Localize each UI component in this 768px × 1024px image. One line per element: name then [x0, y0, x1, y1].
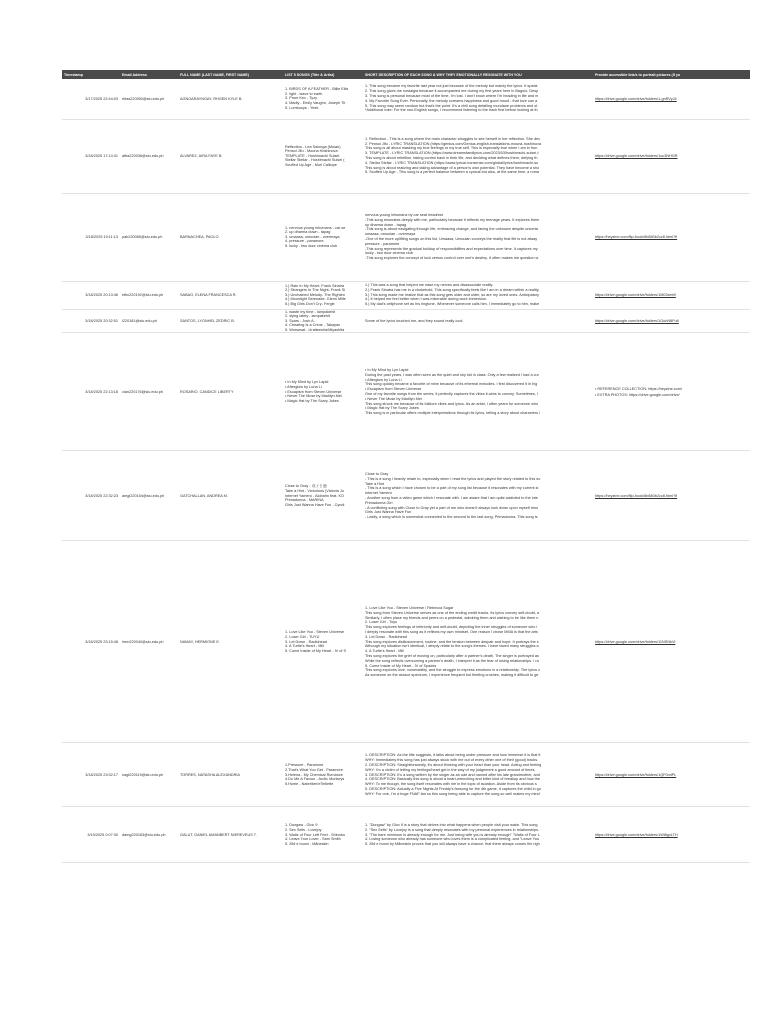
cell-email: afba220036@slu.edu.ph [120, 119, 178, 193]
cell-description [363, 451, 593, 541]
header-fullname: FULL NAME (LAST NAME, FIRST NAME) [178, 70, 283, 79]
cell-email: amgi220154@slu.edu.ph [120, 451, 178, 541]
cell-link [593, 119, 750, 193]
cell-description [363, 333, 593, 451]
cell-link [593, 309, 750, 333]
table-row [62, 119, 750, 193]
song-line: 1.) Rain In My Heart- Frank Sinatra [285, 283, 345, 288]
description-line: This song struck me because of its folklore vibes and lyrics. As an artist, I often yearn for someone who [365, 401, 539, 406]
cell-timestamp: 3/18/2025 23:52:17 [62, 743, 120, 807]
description-line: 3. Let Down - Radiohead [365, 634, 408, 639]
song-line: 1.Pressure - Paramore [285, 763, 324, 768]
song-line: Take a Hint - Victorious (Victoria Ju [285, 489, 344, 494]
description-line: 5. Zitti e buoni by Måneskin proves that you will always have a chance, that there always comes the righ [365, 842, 540, 847]
cell-email: l220181@slu.edu.ph [120, 309, 178, 333]
description-line: 5. This song may seem random but that's the point. It's a chill song detailing mundane problems and ot [365, 103, 538, 108]
song-line: • In My Mind by Lyn Lapid [285, 380, 329, 385]
cell-songs [283, 79, 363, 119]
description-line: 2. Pensoi Jifu - LYRIC TRANSLATION (https://genius.com/Genius-english-translations-mouna-hoshinova [365, 141, 541, 146]
description-line: 1. This song became my favorite last year not just because of the melody but mainly the lyrics. It speak [365, 84, 538, 89]
description-line: Some of the lyrics touched me, and they sound really cool. [365, 318, 464, 323]
cell-songs [283, 807, 363, 863]
cell-link [593, 193, 750, 281]
song-line: 5.Home - Nateriber/eTeillette [285, 781, 334, 786]
description-line: 1. Reflection - This is a song where the main character struggles to see herself in her reflection. She dec [365, 136, 541, 141]
song-line: Pensoi Jifu - Mouna Hoshinova [285, 149, 338, 154]
description-line: nervous young inhumans by car seat headrest [365, 213, 443, 218]
description-line: This song is all about masking my true feelings or my true self. This is especially true when I am in fron [365, 146, 538, 151]
portrait-link[interactable]: https://drive.google.com/drive/folders/1GuhN8Fu6 [595, 318, 679, 323]
cell-link [593, 541, 750, 743]
portrait-link[interactable]: https://drive.google.com/drive/folders/11NSNkVl [595, 639, 676, 644]
description-line: One of my favorite songs from the series, it perfectly captures the vibes it aims to convey. Sometimes, I [365, 391, 538, 396]
description-line: -This song is about navigating through life, embracing change, and facing the unknown despite uncerta [365, 227, 538, 232]
description-line: 1. DESCRIPTION: As the title suggests, it talks about being under pressure and how immense it is that it [365, 753, 541, 758]
cell-timestamp: 3/18/2025 19:11:13 [62, 193, 120, 281]
table-row [62, 541, 750, 743]
song-line: 5. Zitti e buoni - Måneskin [285, 841, 329, 846]
description-line: 3. TEMPLATE - LYRIC TRANSLATION (https://www.dreamsfandlyrics.com/2023/03/hoshimachi-suisei-t [365, 151, 539, 156]
song-line: 1. nervous young inhumans - car se [285, 225, 346, 230]
description-line: - Another song from a video game which I resonate with. I am aware that I am quite addicted to the inte [365, 495, 538, 500]
cell-songs [283, 193, 363, 281]
table-row [62, 79, 750, 119]
song-line: 1. Love Like You - Steven Universe [285, 630, 345, 635]
cell-songs [283, 743, 363, 807]
portrait-link[interactable]: https://drive.google.com/drive/folders/1Wi8gxLTH [595, 832, 678, 837]
description-line: Girls Just Wanna Have Fun [365, 510, 412, 515]
cell-fullname: NAMAY, HERMIONE E. [178, 541, 283, 743]
header-row [62, 70, 750, 79]
song-line: • Afterglow by Luna Li [285, 385, 322, 390]
header-timestamp: Timestamp [62, 70, 120, 79]
cell-timestamp: 3/17/2025 22:44:03 [62, 79, 120, 119]
cell-fullname: ROSARIO, CANDICE LIBERTY [178, 333, 283, 451]
table-row [62, 333, 750, 451]
description-line: 1. "Dungaw" by Gloc 9 is a story that delves into what happens when people visit your wake. This song [365, 822, 538, 827]
description-line: 2.) Frank Sinatra has me in a chokehold. This song specifically feels like I am in a dream within a reality, [365, 287, 540, 292]
description-line: • Never The Muse by Madilyn Mei [365, 396, 422, 401]
song-line: 4.) Moonlight Serenade- Glenn Mille [285, 297, 346, 302]
song-line: Stellar Stellar - Hoshimachi Suisei ( [285, 158, 345, 163]
description-line: 3. DESCRIPTION: It's a song written by the singer as an ode and named after his late grandmother, and [365, 772, 540, 777]
song-line: 3. Scars - Josh A. [285, 318, 315, 323]
header-songs: LIST 5 SONGS (Title & Artist) [283, 70, 363, 79]
song-line: 3.) Unchained Melody- The Righteo [285, 292, 345, 297]
description-line: 2. This song gives me nostalgia because it accompanied me during my first years here in Baguio. Desp [365, 89, 539, 94]
description-line: WHY: I'm a victim of letting my feelings/heart get in the way of my judgement a good amount of times, [365, 767, 536, 772]
description-line: -This song represents the gradual buildup of responsibilities and expectations over time. It captures my [365, 246, 538, 251]
song-line: 1. Dungaw - Gloc 9 [285, 823, 318, 828]
song-line: 2.That's What You Get - Paramore [285, 768, 343, 773]
cell-timestamp: 3/18/2025 20:32:51 [62, 309, 120, 333]
description-line: 3. "The bare minimum is already enough for me. Just being with you is already enough" "Waltz of Four L [365, 832, 540, 837]
description-line: *Additional note: For the non-English songs, I recommend listening to the track first before looking at th [365, 108, 538, 113]
cell-songs [283, 119, 363, 193]
cell-description [363, 743, 593, 807]
cell-fullname: BARNACHEA, PAOLO [178, 193, 283, 281]
description-line: This song is about rebellion, taking control back in their life, and deciding what defines them, defying th [365, 156, 538, 160]
cell-link [593, 451, 750, 541]
song-line: 2. light - wave to earth [285, 91, 323, 96]
description-line: 2. Loser Girl - Tuyu [365, 620, 398, 625]
portrait-link[interactable]: https://drive.google.com/drive/folders/1-gnRVyJ4 [595, 96, 677, 101]
description-line: 3.) This song made me realize that as this song gets older and older, so are my loved ones. Anticipatory [365, 292, 540, 297]
description-line: This song from Steven Universe serves as one of the ending credit tracks. Its lyrics convey self-doubt, a [365, 610, 540, 615]
table-row [62, 193, 750, 281]
description-line: Close to Gray [365, 471, 389, 476]
description-line: • Escapism from Steven Universe [365, 387, 422, 392]
song-line: 2. dying lately - lampakehit [285, 314, 330, 319]
link-line[interactable]: • EXTRA PHOTOS: https://drive.google.com/drive/ [595, 392, 680, 397]
song-line: 2. Sex Sells - Lovejoy [285, 828, 322, 833]
cell-timestamp: 3/18/2025 17:14:31 [62, 119, 120, 193]
song-line: Close to Gray - 双子と過 [285, 484, 327, 489]
song-line: 4.Do Me A Favour - Arctic Monkeys [285, 777, 345, 782]
description-line: -This song resonates deeply with me, particularly because it reflects my teenage years. It explores them [365, 217, 540, 222]
description-line: This song explores feelings of inferiority and self-doubt, depicting the inner struggles of someone who i [365, 625, 538, 630]
description-line: WHY: Immediately this song has just always stuck with me out of every other one of their (good) tracks. [365, 758, 539, 763]
description-line: WHY: For one, I'm a huge FNAF fan so this song being able to capture the song so well makes my mind [365, 791, 540, 796]
song-line: 4. A Turtle's Heart - Mili [285, 644, 324, 649]
song-line: • Escapism from Steven Universe [285, 389, 342, 394]
description-line: This song quickly became a favorite of mine because of its ethereal melodies. I first discovered it in hig [365, 382, 538, 387]
song-line: Internet Yamero - Aiobahn feat. KO [285, 493, 344, 498]
description-line: 3. This song is personal because most of the time, I'm lost. I don't know where I'm heading in life and m [365, 93, 539, 98]
cell-email: damg220163@slu.edu.ph [120, 807, 178, 863]
cell-songs [283, 281, 363, 309]
cell-description [363, 193, 593, 281]
song-line: 3. Let Down - Radiohead [285, 639, 328, 644]
description-line: This song explores love, vulnerability, and the struggle to express emotions in a relationship. The lyrics c [365, 668, 541, 673]
cell-songs [283, 333, 363, 451]
description-line: 4. Loving someone who already has someone who loves them is a complicated feeling, and "Leave You [365, 837, 540, 842]
portrait-link[interactable]: https://drive.google.com/drive/folders/1QF0mlPL [595, 772, 677, 777]
description-line: - This is a song I heavily relate to, especially when I read the lyrics and played the story related to this so [365, 476, 541, 481]
song-line: 3. Prom Kev - Tyzy [285, 96, 318, 101]
description-line: 4. DESCRIPTION: Basically this song is about a heart-wrenching and bitter kind of breakup and how the [365, 777, 540, 782]
song-line: 2.) Strangers In The Night- Frank Si [285, 288, 346, 293]
cell-description [363, 281, 593, 309]
song-line: 3. umaasa, umuulan - overmaya [285, 234, 340, 239]
description-line: While the song reflects overcoming a partner's death, I interpret it as the fear of losing relationships. I ra [365, 658, 539, 663]
cell-fullname: AGNGARAYNGAY, RHGEN KYLE B. [178, 79, 283, 119]
song-line: 3.Helena - My Chemical Romance [285, 772, 343, 777]
song-line: 1. waste my time - lampakehit [285, 309, 336, 314]
cell-timestamp: 3/18/2025 22:32:23 [62, 451, 120, 541]
description-line: - A conflicting song with Close to Gray yet a part of me who doesn't always look down upon myself reso [365, 505, 539, 510]
song-line: 2. up dharma down - tapag [285, 230, 331, 235]
song-line: 5. Come Inside of My Heart - IV of S [285, 648, 346, 653]
description-line: I deeply resonate with this song as it reflects my own mindset. One reason I chose MMA is that the arts [365, 629, 538, 634]
table-row [62, 451, 750, 541]
description-line: 4. My Favorite Song Ever. Personally, the melody screams happiness and good mood - that love can a [365, 98, 538, 103]
song-line: 5.) Big Girls Don't Cry- Fergie [285, 301, 335, 306]
song-line: 3. Waltz of Four Left Feet - Shinobu [285, 832, 346, 837]
cell-description [363, 309, 593, 333]
cell-fullname: GALUT, DANIEL AMANBERT NIEREVEUS T. [178, 807, 283, 863]
song-line: 5. lucky - two door cinema club [285, 243, 338, 248]
cell-timestamp: 3/18/2025 23:15:48 [62, 541, 120, 743]
table-row [62, 281, 750, 309]
description-line: Internet Yamero [365, 491, 392, 496]
cell-email: clan220176@slu.edu.ph [120, 333, 178, 451]
cell-fullname: SANTOS, LYONHEL ZEDRIC B. [178, 309, 283, 333]
description-line: -One of the more uplifting songs on this list, Umaasa, Umuulan conveys the reality that life is not alway [365, 237, 538, 241]
description-line: up dharma down - tapag [365, 222, 407, 227]
description-line: 5. Come Inside of My Heart - IV of Spades [365, 663, 437, 668]
cell-songs [283, 541, 363, 743]
description-line: -This song explores the concept of luck versus control over one's destiny. It often makes me question w [365, 256, 539, 261]
description-line: 4.) It helped me feel better when I was miserable during work immersion. [365, 297, 488, 302]
description-line: 2. "Sex Sells" by Lovejoy is a song that deeply resonates with my personal experiences in relationships. [365, 827, 540, 832]
cell-songs [283, 309, 363, 333]
song-line: 4. Madly - Emily Vaughn, Joseph Tit [285, 101, 346, 106]
description-line: • In My Mind by Lyn Lapid [365, 367, 409, 372]
table-row [62, 743, 750, 807]
description-line: 4. A Turtle's Heart - Mili [365, 649, 404, 654]
song-line: • Never The Muse by Madilyn Mei [285, 394, 342, 399]
description-line: This song explores disillusionment, routine, and the tension between despair and hope. It portrays the s [365, 639, 539, 644]
cell-fullname: ALVAREZ, AIRA FAYE B. [178, 119, 283, 193]
description-line: - This is a song which I have chosen to be a part of my song list because it resonates with my current si [365, 486, 539, 491]
song-line: 4. Leave Your Lover - Sam Smith [285, 837, 341, 842]
description-line: 4. Stellar Stellar - LYRIC TRANSLATION (https://www.lyrical-nonsense.com/global/lyrics/hoshimachi-su [365, 160, 539, 165]
cell-link [593, 807, 750, 863]
description-line: • Magic Hat by The Scary Jokes [365, 406, 419, 411]
portrait-link[interactable]: https://heyzine.com/flip-book/6b880b2cc8.html?fl [595, 235, 678, 239]
description-line: Primadonna Girl [365, 500, 393, 505]
cell-songs [283, 451, 363, 541]
song-line: 5. Lumbuoys - Yeek [285, 105, 319, 110]
responses-table [62, 70, 750, 863]
header-description: SHORT DESCRIPTION OF EACH SONG & WHY THEY EMOTIONALLY RESONATE WITH YOU [363, 70, 593, 79]
cell-timestamp: 3/19/2025 0:07:30 [62, 807, 120, 863]
song-line: TEMPLATE - Hoshimachi Suisei [285, 153, 340, 158]
portrait-link[interactable]: https://heyzine.com/flip-book/6b880b2cc8.html?fl [595, 493, 678, 498]
description-line: • Afterglow by Luna Li [365, 377, 402, 382]
cell-email: nagt220119@slu.edu.ph [120, 743, 178, 807]
cell-timestamp: 3/18/2025 22:13:18 [62, 333, 120, 451]
table-row [62, 309, 750, 333]
spreadsheet [62, 70, 750, 938]
song-line: Scuffed Up Age - Mori Calliope [285, 162, 337, 167]
cell-email: pab220065@slu.edu.ph [120, 193, 178, 281]
portrait-link[interactable]: https://drive.google.com/drive/folders/1M03xeb9 [595, 293, 676, 297]
song-line: • Magic Hat by The Scary Jokes [285, 398, 339, 403]
description-line: WHY: To me though, the song itself resonates with me in the topic of isolation. Aside from its obvious s [365, 782, 537, 787]
description-line: lucky - two door cinema club [365, 251, 413, 256]
cell-timestamp: 3/18/2025 20:13:46 [62, 281, 120, 309]
cell-fullname: TORRES, NATASHA ALEXANDRIA [178, 743, 283, 807]
description-line: This song is about realizing and taking advantage of a person's own potential. They have become a sho [365, 165, 540, 170]
song-line: Primadonna - MARINA [285, 498, 324, 503]
description-line: - Lastly, a song which is somewhat connected to the second to the last song, Primadonna. This song is [365, 515, 538, 520]
cell-description [363, 541, 593, 743]
cell-link [593, 79, 750, 119]
description-line: pressure - paramore [365, 241, 400, 246]
description-line: 5.) My dad's cellphone set as his ringtone. Whenever someone calls him, I immediately go to him, make [365, 302, 540, 307]
description-line: During the past years, I was often seen as the quiet and shy kid in class. Only a few realized I had a cur [365, 372, 539, 377]
cell-email: rblas220050@slu.edu.ph [120, 79, 178, 119]
cell-fullname: GATCHALLAN, ANDREA M. [178, 451, 283, 541]
cell-fullname: SABAO, ELENA FRANCESCA R. [178, 281, 283, 309]
description-line: 5. DESCRIPTION: Actually a Five Nights At Freddy's fansong for the 4th game, it captures the child in gu [365, 786, 541, 791]
description-line: Similarly, I often place my friends and peers on a pedestal, admiring them and wishing to be like them n [365, 615, 539, 620]
header-link: Provide accessible link/s to portrait pictures (if yo [593, 70, 750, 79]
cell-email: efbc220192@slu.edu.ph [120, 281, 178, 309]
description-line: 5. Scuffed Up Age - This song is a perfect balance between a cynical but also, at the same time, a roma [365, 170, 539, 175]
description-line: This song is in particular offers multiple interpretations through its lyrics, telling a story about characters l [365, 411, 540, 416]
cell-email: hem220040@slu.edu.ph [120, 541, 178, 743]
link-line[interactable]: • REFERENCE COLLECTION: https://heyzine.com/ [595, 386, 682, 391]
description-line: 2. DESCRIPTION: Straightforwardly, it's about thinking with your heart than your head. Acting and feeling [365, 762, 542, 767]
song-line: Girls Just Wanna Have Fun - Cyndi [285, 502, 345, 507]
description-line: Although my situation isn't identical, I deeply relate to the song's themes. I have faced many struggles a [365, 644, 539, 649]
cell-link [593, 743, 750, 807]
cell-link [593, 333, 750, 451]
song-line: Reflection - Lea Salonga (Mulan) [285, 144, 341, 149]
description-line: This song explores the grief of moving on, particularly after a partner's death. The singer is portrayed as [365, 653, 539, 658]
song-line: 5. Worsesat - Uratteesha/Miyashita [285, 327, 345, 332]
song-line: 2. Loser Girl - TUYU [285, 635, 320, 640]
header-email: Email Address [120, 70, 178, 79]
table-row [62, 807, 750, 863]
description-line: 1.) This was a song that helped me ease my nerves and disassociate reality. [365, 283, 494, 287]
portrait-link[interactable]: https://drive.google.com/drive/folders/1oc3NHGR [595, 154, 678, 158]
cell-description [363, 119, 593, 193]
description-line: As someone on the aroace spectrum, I experience frequent but fleeting crushes, making it difficult to ge [365, 673, 539, 678]
cell-description [363, 79, 593, 119]
song-line: 4. Cheating Is a Crime - Takayan [285, 323, 341, 328]
cell-link [593, 281, 750, 309]
cell-description [363, 807, 593, 863]
description-line: Take a Hint [365, 481, 384, 486]
song-line: 4. pressure - paramore [285, 239, 324, 244]
song-line: 1. BIRDS OF A FEATHER - Billie Eilis [285, 87, 349, 92]
description-line: 1. Love Like You - Steven Universe / Rebecca Sugar [365, 605, 454, 610]
description-line: umaasa, umuulan - overmaya [365, 232, 416, 237]
